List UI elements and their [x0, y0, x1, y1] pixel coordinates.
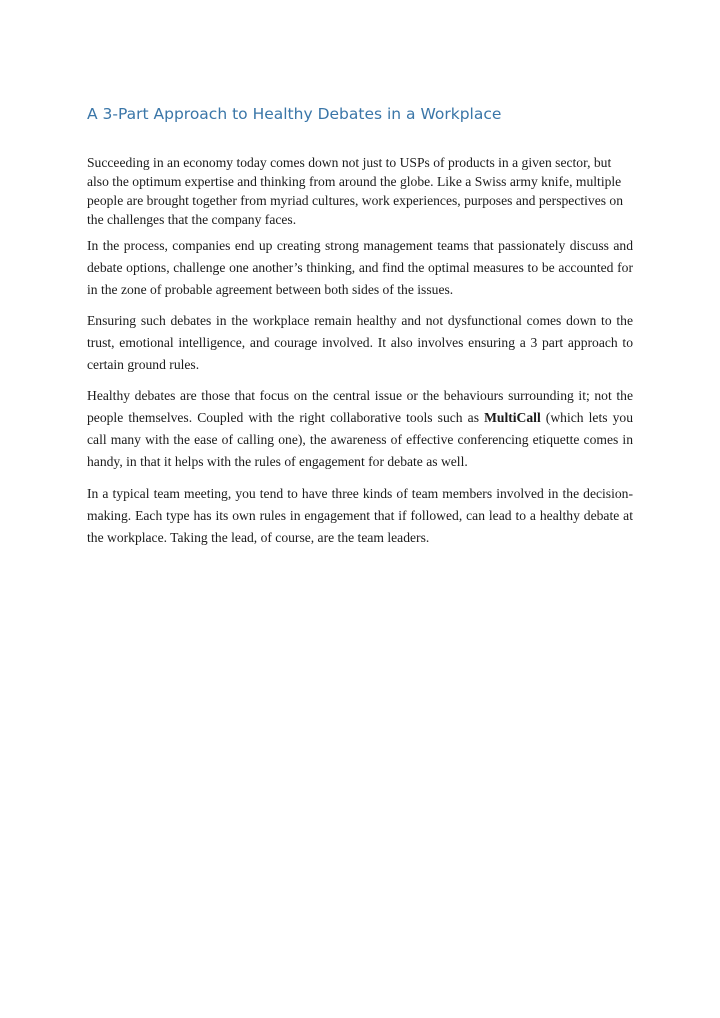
- paragraph-4: [87, 385, 633, 473]
- multicall-product-name: MultiCall: [484, 410, 541, 425]
- paragraph-3: Ensuring such debates in the workplace remain healthy and not dysfunctional comes down to the trust, emotional intelligence, and courage involved. It also involves ensuring a 3 part approach to certain ground rules.: [87, 313, 633, 372]
- paragraph-5: In a typical team meeting, you tend to have three kinds of team members involved in the decision-making. Each type has its own rules in engagement that if followed, can lead to a healthy debate at the workplace. Taking the lead, of course, are the team leaders.: [87, 486, 633, 545]
- paragraph-1: Succeeding in an economy today comes down not just to USPs of products in a given sector, but also the optimum expertise and thinking from around the globe. Like a Swiss army knife, multiple people are brought together from myriad cultures, work experiences, purposes and perspectives on the challenges that the company faces.: [87, 155, 624, 227]
- document-body: [87, 153, 633, 549]
- paragraph-4-text-before: Healthy debates are those that focus on the central issue or the behaviours surrounding it; not the people themselves. Coupled with the right collaborative tools such as: [87, 388, 633, 425]
- paragraph-4-text-after: (which lets you call many with the ease of calling one), the awareness of effective conferencing etiquette comes in handy, in that it helps with the rules of engagement for debate as well.: [87, 410, 633, 469]
- paragraph-2: In the process, companies end up creating strong management teams that passionately discuss and debate options, challenge one another’s thinking, and find the optimal measures to be accounted for in the zone of probable agreement between both sides of the issues.: [87, 238, 633, 297]
- document-title: A 3-Part Approach to Healthy Debates in a Workplace: [87, 105, 502, 123]
